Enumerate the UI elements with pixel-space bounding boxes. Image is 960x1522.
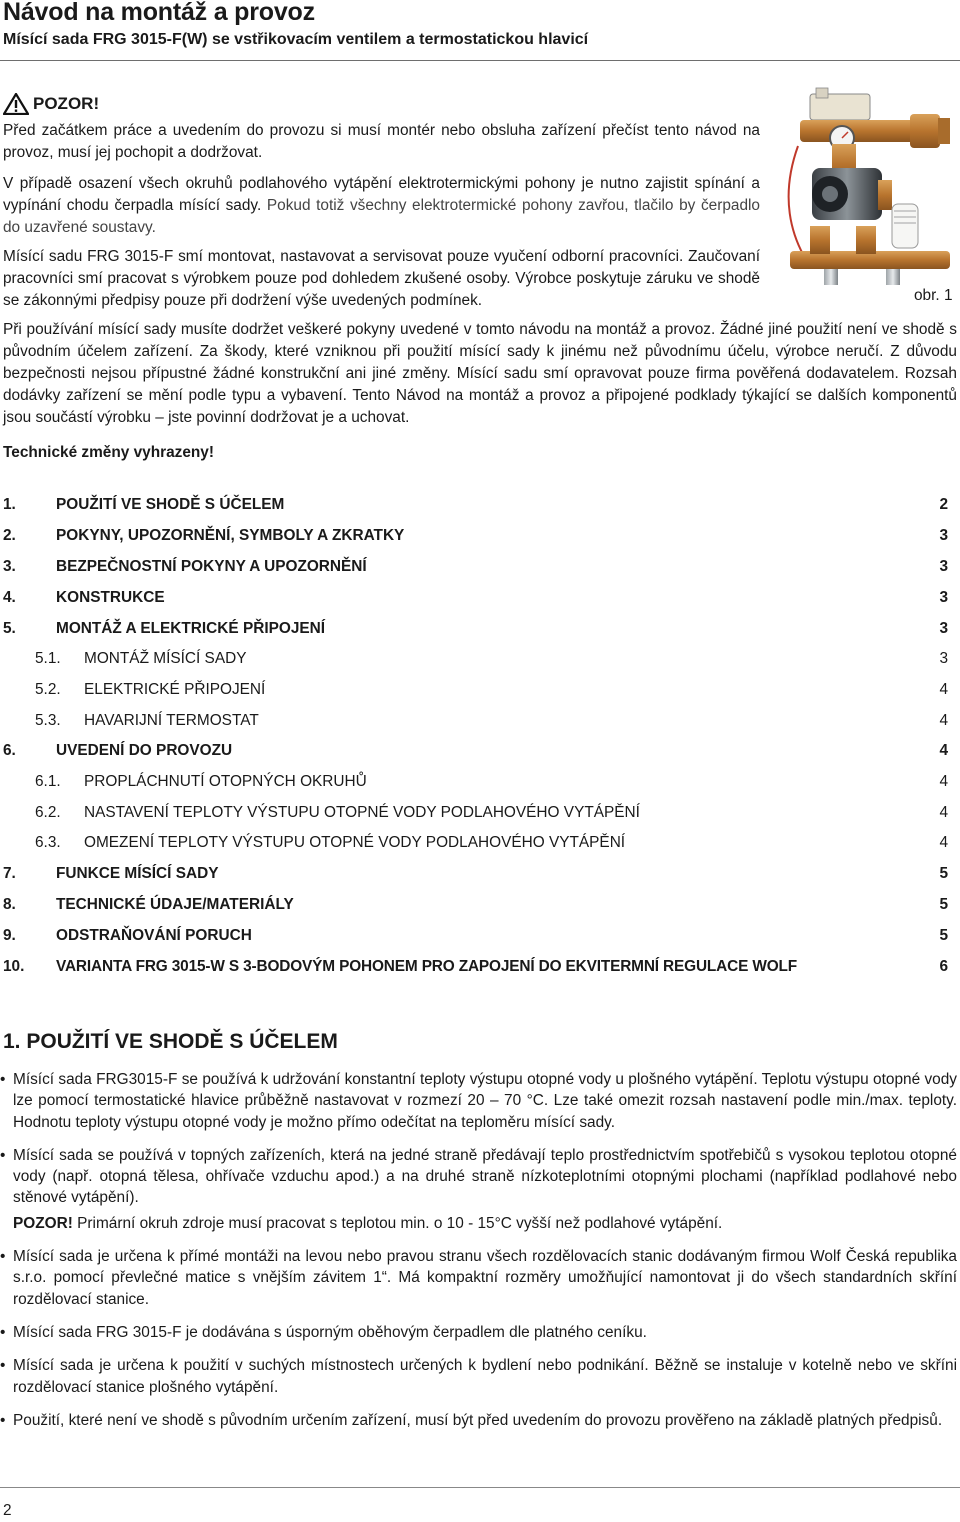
warning-heading-text: POZOR!	[33, 94, 100, 113]
toc-row[interactable]	[3, 896, 948, 918]
toc-page: 6	[939, 958, 948, 975]
toc-row[interactable]	[3, 958, 948, 980]
toc-row[interactable]	[3, 742, 948, 764]
toc-page: 2	[939, 496, 948, 513]
toc-number: 10.	[3, 958, 25, 975]
section-1-bullet-list	[0, 1069, 960, 1443]
list-item: • Mísící sada je určena k použití v suchých místnostech určených k bydlení nebo podnikání. Běžně se instaluje v kotelně nebo ve skříni rozdělovací stanice plošného vytápění.	[0, 1355, 957, 1398]
toc-label: TECHNICKÉ ÚDAJE/MATERIÁLY	[56, 896, 294, 913]
toc-page: 4	[939, 834, 948, 851]
intro-paragraph: Při používání mísící sady musíte dodržet veškeré pokyny uvedené v tomto návodu na montáž a provoz. Žádné jiné použití není ve shodě s původním účelem zařízení. Za škody, které vzniknou při použití mísící sady k jinému než původnímu účelu, výrobce neručí. Z důvodu bezpečnosti nejsou přípustné žádné konstrukční ani jiné změny. Mísící sadu smí opravovat pouze firma pověřená dodavatelem. Rozsah dodávky zařízení se mění podle typu a vybavení. Tento Návod na montáž a provoz a připojené podklady týkající se dalších komponentů jsou součástí výrobku – jste povinní dodržovat je a uchovat.	[3, 321, 957, 426]
toc-number: 6.1.	[35, 773, 61, 790]
toc-row[interactable]	[35, 650, 948, 672]
toc-number: 6.3.	[35, 834, 61, 851]
toc-row[interactable]	[3, 927, 948, 949]
page-title: Návod na montáž a provoz	[3, 0, 315, 26]
page-number: 2	[3, 1502, 12, 1519]
list-item: • Mísící sada FRG 3015-F je dodávána s úsporným oběhovým čerpadlem dle platného ceníku.	[0, 1322, 957, 1343]
toc-number: 9.	[3, 927, 16, 944]
toc-label: HAVARIJNÍ TERMOSTAT	[84, 712, 259, 729]
toc-row[interactable]	[3, 865, 948, 887]
toc-page: 3	[939, 527, 948, 544]
toc-page: 4	[939, 712, 948, 729]
toc-label: VARIANTA FRG 3015-W S 3-BODOVÝM POHONEM PRO ZAPOJENÍ DO EKVITERMNÍ REGULACE WOLF	[56, 958, 798, 975]
toc-page: 5	[939, 896, 948, 913]
toc-label: FUNKCE MÍSÍCÍ SADY	[56, 865, 219, 882]
header-divider	[0, 60, 960, 61]
warning-paragraph-2	[3, 173, 760, 239]
list-item: • Mísící sada je určena k přímé montáži na levou nebo pravou stranu všech rozdělovacích stanic dodávaným firmou Wolf Česká republika s.r.o. pomocí převlečné matice s vnějším závitem 1“. Má kompaktní rozměry umožňující namontovat ji do všech standardních skříní rozdělovací stanice.	[0, 1246, 957, 1310]
toc-number: 6.	[3, 742, 16, 759]
toc-page: 4	[939, 773, 948, 790]
toc-number: 1.	[3, 496, 16, 513]
toc-label: MONTÁŽ A ELEKTRICKÉ PŘIPOJENÍ	[56, 620, 326, 637]
warning-triangle-icon	[3, 93, 29, 115]
toc-page: 3	[939, 589, 948, 606]
pozor-note	[0, 1213, 960, 1234]
toc-row[interactable]	[35, 712, 948, 734]
warning-paragraph-2b: Pokud totiž všechny elektrotermické pohony zavřou, tlačilo by čerpadlo do uzavřené soustavy.	[3, 197, 760, 236]
toc-row[interactable]	[3, 527, 948, 549]
toc-number: 3.	[3, 558, 16, 575]
toc-page: 3	[939, 558, 948, 575]
pozor-label: POZOR!	[13, 1214, 73, 1232]
section-1-heading: 1. POUŽITÍ VE SHODĚ S ÚČELEM	[3, 1030, 338, 1053]
toc-label: KONSTRUKCE	[56, 589, 165, 606]
toc-page: 5	[939, 927, 948, 944]
figure-caption: obr. 1	[914, 287, 953, 304]
toc-row[interactable]	[3, 589, 948, 611]
toc-page: 3	[939, 620, 948, 637]
toc-label: PROPLÁCHNUTÍ OTOPNÝCH OKRUHŮ	[84, 773, 367, 790]
warning-paragraph-2a: V případě osazení všech okruhů podlahového vytápění elektrotermickými pohony je nutno zajistit spínání a vypínání chodu čerpadla mísící sady.	[3, 175, 760, 214]
toc-number: 5.3.	[35, 712, 61, 729]
toc-label: BEZPEČNOSTNÍ POKYNY A UPOZORNĚNÍ	[56, 558, 367, 575]
technical-changes-note: Technické změny vyhrazeny!	[3, 444, 214, 461]
footer-divider	[0, 1487, 960, 1488]
toc-label: OMEZENÍ TEPLOTY VÝSTUPU OTOPNÉ VODY PODLAHOVÉHO VYTÁPĚNÍ	[84, 834, 626, 851]
mixing-set-illustration	[780, 86, 960, 288]
page-subtitle: Mísící sada FRG 3015-F(W) se vstřikovacím ventilem a termostatickou hlavicí	[3, 31, 589, 48]
toc-row[interactable]	[3, 496, 948, 518]
toc-number: 8.	[3, 896, 16, 913]
toc-number: 7.	[3, 865, 16, 882]
toc-row[interactable]	[35, 834, 948, 856]
toc-number: 4.	[3, 589, 16, 606]
toc-label: ELEKTRICKÉ PŘIPOJENÍ	[84, 681, 266, 698]
toc-number: 2.	[3, 527, 16, 544]
toc-number: 5.1.	[35, 650, 61, 667]
toc-label: POKYNY, UPOZORNĚNÍ, SYMBOLY A ZKRATKY	[56, 527, 405, 544]
toc-label: ODSTRAŇOVÁNÍ PORUCH	[56, 927, 252, 944]
toc-page: 4	[939, 681, 948, 698]
list-item: • Mísící sada se používá v topných zařízeních, která na jedné straně předávají teplo prostřednictvím spotřebičů s vysokou teplotou otopné vody (např. otopná tělesa, ohřívače vzduchu apod.) a na druhé straně nízkoteplotními otopnými plochami (například podlahové nebo stěnové vytápění).	[0, 1145, 957, 1209]
toc-row[interactable]	[3, 558, 948, 580]
toc-row[interactable]	[35, 804, 948, 826]
toc-label: UVEDENÍ DO PROVOZU	[56, 742, 233, 759]
toc-label: POUŽITÍ VE SHODĚ S ÚČELEM	[56, 496, 285, 513]
list-item: • Použití, které není ve shodě s původním určením zařízení, musí být před uvedením do provozu prověřeno na základě platných předpisů.	[0, 1410, 957, 1431]
warning-paragraph-1: Před začátkem práce a uvedením do provozu si musí montér nebo obsluha zařízení přečíst tento návod na provoz, musí jej pochopit a dodržovat.	[3, 122, 760, 161]
toc-label: NASTAVENÍ TEPLOTY VÝSTUPU OTOPNÉ VODY PODLAHOVÉHO VYTÁPĚNÍ	[84, 804, 640, 821]
warning-paragraph-3: Mísící sadu FRG 3015-F smí montovat, nastavovat a servisovat pouze vyučení odborní pracovníci. Zaučovaní pracovníci smí pracovat s výrobkem pouze pod dohledem zkušené osoby. Výrobce poskytuje záruku ve shodě se zákonnými předpisy pouze při dodržení výše uvedených podmínek.	[3, 248, 760, 309]
toc-number: 5.2.	[35, 681, 61, 698]
toc-number: 6.2.	[35, 804, 61, 821]
toc-row[interactable]	[3, 620, 948, 642]
toc-number: 5.	[3, 620, 16, 637]
toc-page: 4	[939, 804, 948, 821]
pozor-text: Primární okruh zdroje musí pracovat s teplotou min. o 10 - 15°C vyšší než podlahové vytápění.	[77, 1214, 723, 1232]
toc-row[interactable]	[35, 681, 948, 703]
toc-row[interactable]	[35, 773, 948, 795]
toc-page: 4	[939, 742, 948, 759]
toc-page: 3	[939, 650, 948, 667]
toc-page: 5	[939, 865, 948, 882]
list-item: • Mísící sada FRG3015-F se používá k udržování konstantní teploty výstupu otopné vody u plošného vytápění. Teplotu výstupu otopné vody lze pomocí termostatické hlavice průběžně nastavovat v rozmezí 20 – 70 °C. Lze také omezit rozsah nastavení podle min./max. teploty. Hodnotu teploty výstupu otopné vody je možno přímo odečítat na teploměru mísící sady.	[0, 1069, 957, 1133]
warning-heading	[3, 93, 99, 115]
toc-label: MONTÁŽ MÍSÍCÍ SADY	[84, 650, 247, 667]
